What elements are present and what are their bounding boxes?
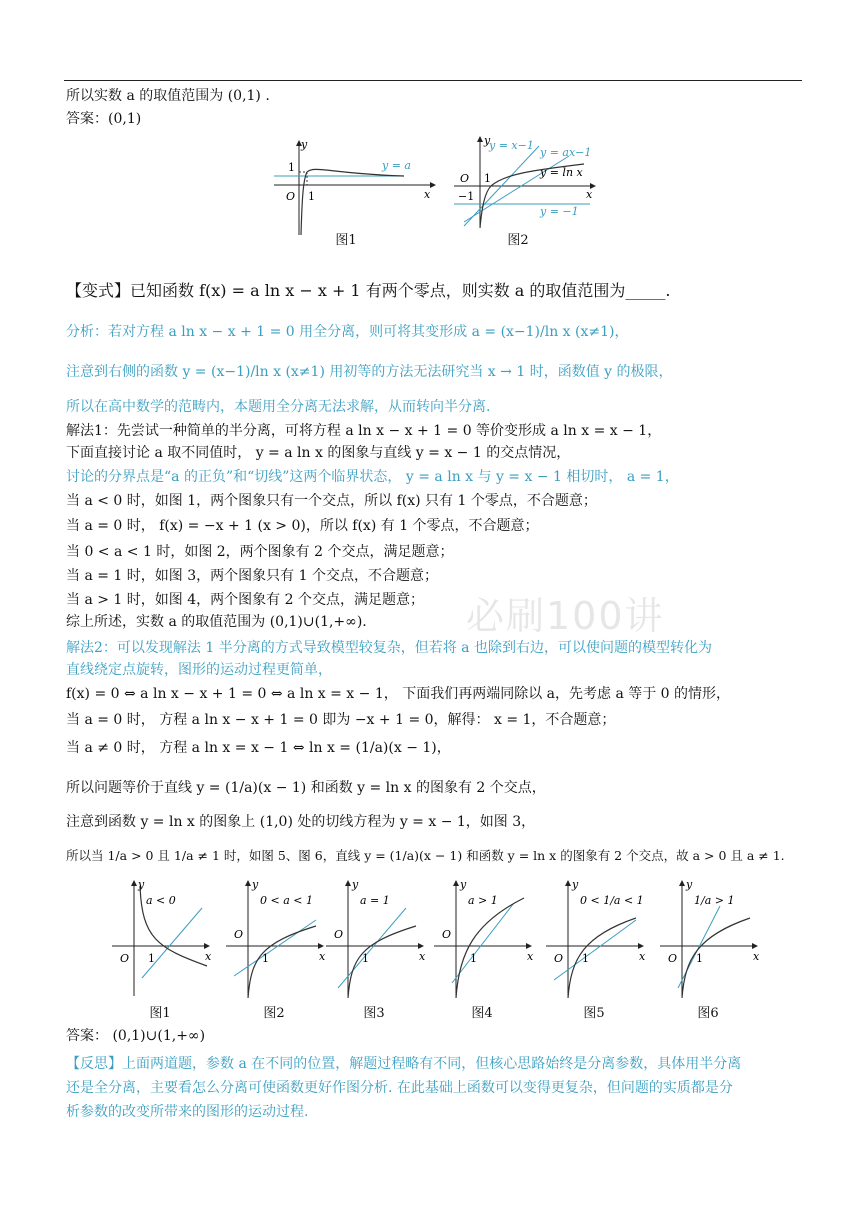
bottom-figure-3 [326,878,426,1002]
solution1-line-6: 当 0 < a < 1 时，如图 2，两个图象有 2 个交点，满足题意； [66,544,454,560]
solution2-line-7: 注意到函数 y = ln x 的图象上 (1,0) 处的切线方程为 y = x − 1，如图 3， [66,814,536,830]
solution1-line-8: 当 a > 1 时，如图 4，两个图象有 2 个交点，满足题意； [66,592,424,608]
solution1-line-4: 当 a < 0 时，如图 1，两个图象只有一个交点，所以 f(x) 只有 1 个零点，不合题意； [66,493,597,509]
bottom-fig-caption: 图2 [263,1006,285,1021]
bottom-fig-caption: 图6 [697,1006,719,1021]
y-axis-arrow [565,880,571,886]
header-rule [64,80,802,81]
x-axis-arrow [526,943,532,949]
bottom-figure-6 [660,878,760,1002]
y-label: y [352,878,359,891]
origin-label: O [442,928,452,941]
x-label: x [753,950,760,963]
problem-statement: 【变式】已知函数 f(x) = a ln x − x + 1 有两个零点，则实数 a 的取值范围为_____. [66,281,671,300]
bottom-fig-caption: 图3 [363,1006,385,1021]
tick-one: 1 [470,952,477,965]
fig1-tick-y: 1 [288,161,295,174]
line-y-eq-ax [678,906,720,988]
y-axis-arrow [245,880,251,886]
bottom-figure-2 [226,878,326,1002]
solution2-line-4: 当 a = 0 时， 方程 a ln x − x + 1 = 0 即为 −x + 1 = 0，解得： x = 1，不合题意； [66,712,616,728]
x-axis-arrow [752,943,758,949]
fig2-h-label: y = −1 [540,205,579,218]
solution1-line-3: 讨论的分界点是“a 的正负”和“切线”这两个临界状态， y = a ln x 与 y = x − 1 相切时， a = 1， [66,469,679,485]
top-fig1-caption: 图1 [335,233,357,248]
fig1-x-label: x [424,188,431,201]
reflection-line-2: 还是全分离，主要看怎么分离可使函数更好作图分析. 在此基础上函数可以变得更复杂，但问题的实质都是分 [66,1080,733,1096]
x-axis-arrow [418,943,424,949]
y-axis-arrow [453,880,459,886]
tick-one: 1 [362,952,369,965]
top-conclusion: 所以实数 a 的取值范围为 (0,1) . [66,88,270,104]
solution1-line-9: 综上所述，实数 a 的取值范围为 (0,1)∪(1,+∞). [66,614,367,630]
bottom-figure-4 [434,878,534,1002]
fig2-y-label: y [484,134,491,147]
line-y-eq-ax [234,920,316,976]
x-axis-arrow [204,943,210,949]
solution1-line-5: 当 a = 0 时， f(x) = −x + 1 (x > 0)，所以 f(x) 有 1 个零点，不合题意； [66,518,539,534]
analysis-line-2: 注意到右侧的函数 y = (x−1)/ln x (x≠1) 用初等的方法无法研究当 x → 1 时，函数值 y 的极限， [66,364,673,380]
x-label: x [419,950,426,963]
x-label: x [639,950,646,963]
reflection-line-3: 析参数的改变所带来的图形的运动过程. [66,1104,309,1120]
top-answer: 答案：(0,1) [66,111,142,127]
fig1-origin: O [286,190,296,203]
fig2-ln-label: y = ln x [540,166,583,179]
fig2-tick-y: −1 [458,190,475,203]
line-y-eq-ax [142,908,202,978]
condition-label: a = 1 [360,894,390,907]
solution1-line-1: 解法1：先尝试一种简单的半分离，可将方程 a ln x − x + 1 = 0 等价变形成 a ln x = x − 1， [66,423,662,439]
condition-label: 0 < a < 1 [260,894,313,907]
tick-one: 1 [262,952,269,965]
x-axis-arrow [318,943,324,949]
tick-one: 1 [696,952,703,965]
tick-one: 1 [148,952,155,965]
fig2-line2-label: y = ax−1 [540,146,592,159]
final-answer: 答案： (0,1)∪(1,+∞) [66,1028,206,1044]
solution2-line-5: 当 a ≠ 0 时， 方程 a ln x = x − 1 ⇔ ln x = (1/a)(x − 1)， [66,740,451,756]
origin-label: O [554,952,564,965]
y-axis-arrow [131,880,137,886]
origin-label: O [120,952,130,965]
x-label: x [319,950,326,963]
curve-ln [456,898,524,998]
analysis-line-1: 分析：若对方程 a ln x − x + 1 = 0 用全分离，则可将其变形成 a = (x−1)/ln x (x≠1)， [66,324,629,340]
y-label: y [252,878,259,891]
origin-label: O [334,928,344,941]
fig1-y-label: y [301,138,308,151]
top-figure-2 [454,136,594,234]
watermark: 必刷100讲 [466,594,665,638]
curve-ln [682,918,750,998]
fig1-tick-x: 1 [308,190,315,203]
y-label: y [572,878,579,891]
bottom-fig-caption: 图1 [149,1006,171,1021]
fig2-line1-label: y = x−1 [489,139,534,152]
bottom-fig-caption: 图4 [471,1006,493,1021]
bottom-fig-caption: 图5 [583,1006,605,1021]
x-label: x [205,950,212,963]
y-label: y [138,878,145,891]
solution2-line-8: 所以当 1/a > 0 且 1/a ≠ 1 时，如图 5、图 6，直线 y = (1/a)(x − 1) 和函数 y = ln x 的图象有 2 个交点，故 a > 0 且 a ≠ 1. [66,848,785,863]
fig2-x-label: x [586,188,593,201]
top-fig2-caption: 图2 [507,233,529,248]
curve-ln [568,918,636,998]
solution2-line-6: 所以问题等价于直线 y = (1/a)(x − 1) 和函数 y = ln x 的图象有 2 个交点， [66,780,546,796]
solution2-line-1: 解法2：可以发现解法 1 半分离的方式导致模型较复杂，但若将 a 也除到右边，可以使问题的模型转化为 [66,640,712,656]
condition-label: 0 < 1/a < 1 [580,894,644,907]
reflection-line-1: 【反思】上面两道题，参数 a 在不同的位置，解题过程略有不同，但核心思路始终是分离参数，具体用半分离 [66,1056,742,1072]
condition-label: 1/a > 1 [694,894,735,907]
line-y-eq-ax [452,903,514,983]
tick-one: 1 [582,952,589,965]
x-axis-arrow [638,943,644,949]
analysis-line-3: 所以在高中数学的范畴内，本题用全分离无法求解，从而转向半分离. [66,399,491,415]
origin-label: O [234,928,244,941]
solution1-line-7: 当 a = 1 时，如图 3，两个图象只有 1 个交点，不合题意； [66,568,438,584]
fig1-curve-label: y = a [382,159,411,172]
fig2-origin: O [460,172,470,185]
fig2-tick-x: 1 [484,172,491,185]
y-label: y [460,878,467,891]
origin-label: O [668,952,678,965]
y-label: y [686,878,693,891]
condition-label: a > 1 [468,894,498,907]
bottom-figure-5 [546,878,646,1002]
curve-ln [248,926,316,998]
solution2-line-3: f(x) = 0 ⇔ a ln x − x + 1 = 0 ⇔ a ln x = x − 1， 下面我们再两端同除以 a，先考虑 a 等于 0 的情形， [66,686,731,702]
x-label: x [527,950,534,963]
y-axis-arrow [345,880,351,886]
line-y-eq-ax [554,920,636,980]
solution2-line-2: 直线绕定点旋转，图形的运动过程更简单， [66,662,332,678]
y-axis-arrow [679,880,685,886]
bottom-figure-1 [112,878,212,1002]
solution1-line-2: 下面直接讨论 a 取不同值时， y = a ln x 的图象与直线 y = x − 1 的交点情况， [66,445,571,461]
condition-label: a < 0 [146,894,176,907]
